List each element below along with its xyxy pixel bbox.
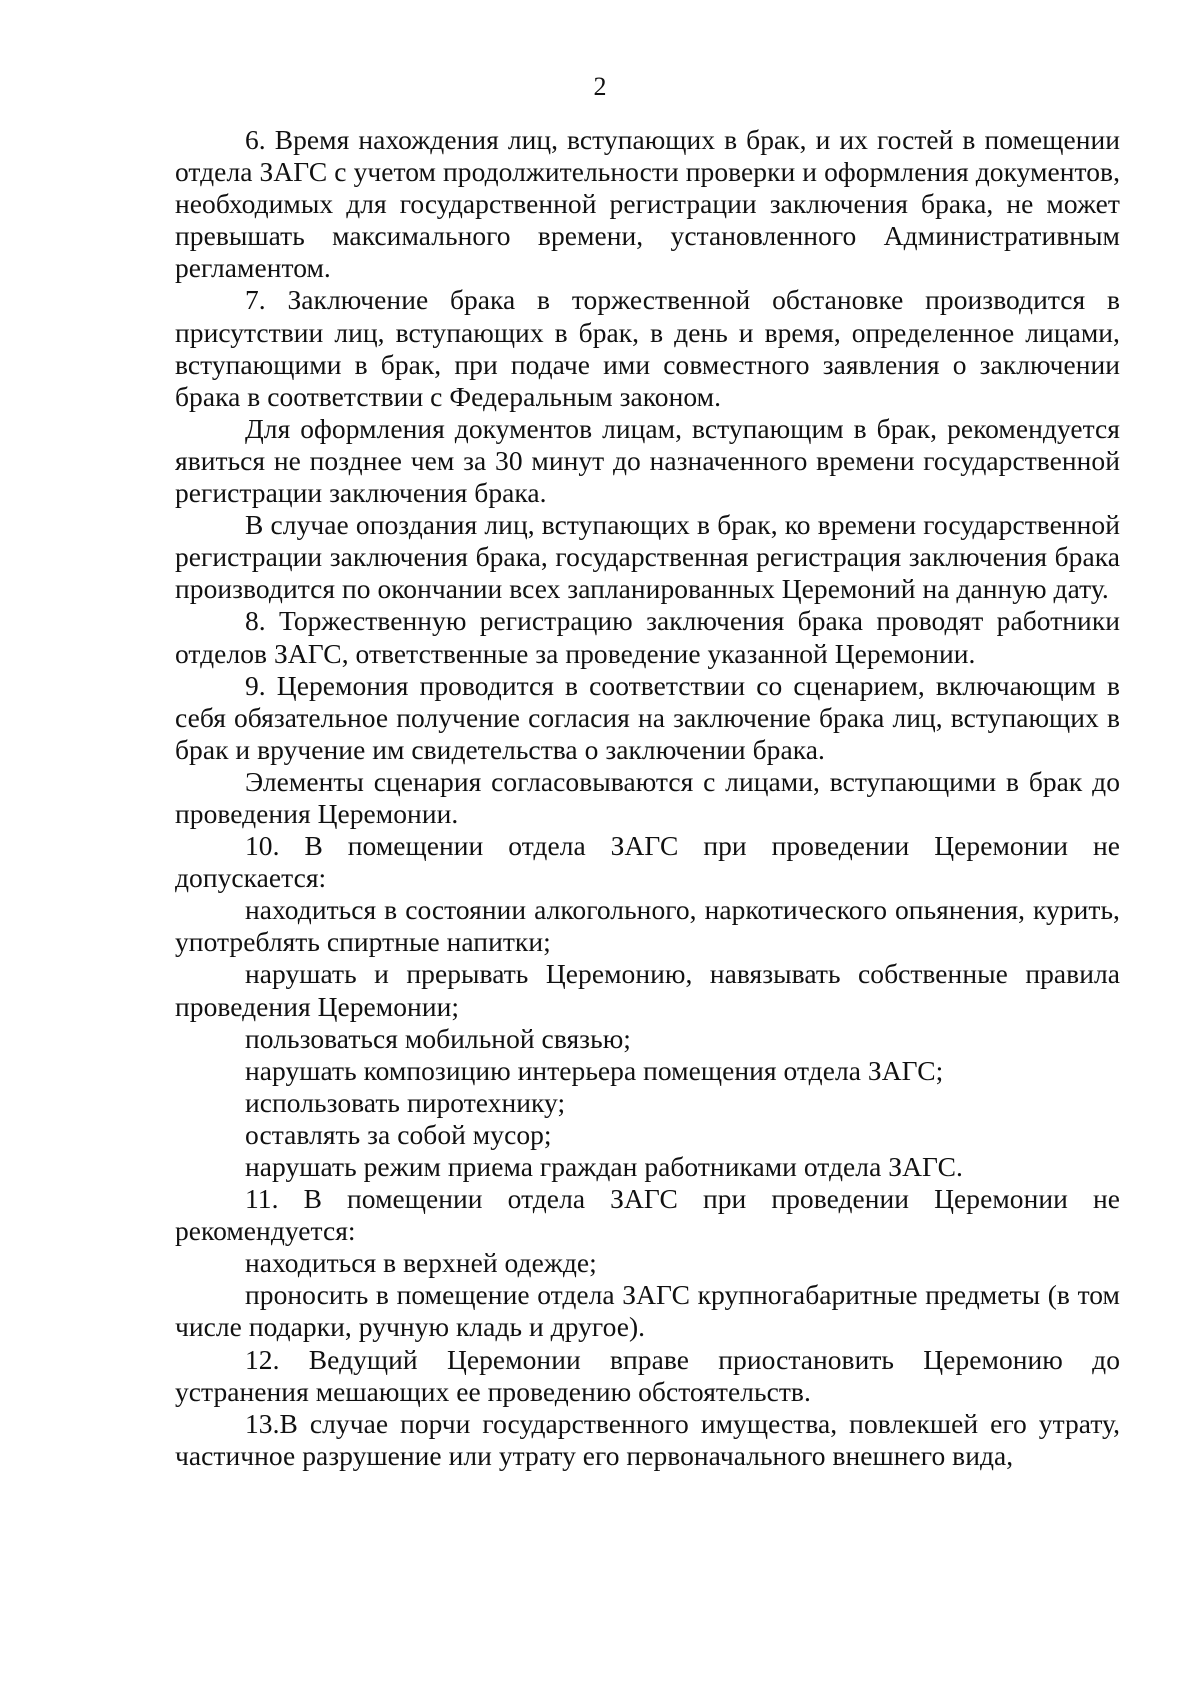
page-number: 2 xyxy=(593,72,607,101)
paragraph: 8. Торжественную регистрацию заключения брака проводят работники отделов ЗАГС, ответственные за проведение указанной Церемонии. xyxy=(175,605,1120,669)
document-body xyxy=(175,124,1120,1472)
paragraph: 11. В помещении отдела ЗАГС при проведении Церемонии не рекомендуется: xyxy=(175,1183,1120,1247)
paragraph: В случае опоздания лиц, вступающих в брак, ко времени государственной регистрации заключения брака, государственная регистрация заключения брака производится по окончании всех запланированных Церемоний на данную дату. xyxy=(175,509,1120,605)
paragraph: 13.В случае порчи государственного имущества, повлекшей его утрату, частичное разрушение или утрату его первоначального внешнего вида, xyxy=(175,1407,1120,1471)
paragraph: находиться в верхней одежде; xyxy=(245,1247,597,1279)
paragraph: оставлять за собой мусор; xyxy=(245,1118,552,1150)
paragraph: проносить в помещение отдела ЗАГС крупногабаритные предметы (в том числе подарки, ручную кладь и другое). xyxy=(175,1279,1120,1343)
paragraph: нарушать режим приема граждан работниками отдела ЗАГС. xyxy=(245,1151,963,1182)
paragraph: 12. Ведущий Церемонии вправе приостановить Церемонию до устранения мешающих ее проведению обстоятельств. xyxy=(175,1343,1120,1407)
paragraph: 6. Время нахождения лиц, вступающих в брак, и их гостей в помещении отдела ЗАГС с учетом продолжительности проверки и оформления документов, необходимых для государственной регистрации заключения брака, не может превышать максимального времени, установленного Административным регламентом. xyxy=(175,124,1120,284)
paragraph: использовать пиротехнику; xyxy=(245,1086,566,1118)
paragraph: Элементы сценария согласовываются с лицами, вступающими в брак до проведения Церемонии. xyxy=(175,765,1120,829)
paragraph: 10. В помещении отдела ЗАГС при проведении Церемонии не допускается: xyxy=(175,830,1120,894)
paragraph: 7. Заключение брака в торжественной обстановке производится в присутствии лиц, вступающих в брак, в день и время, определенное лицами, вступающими в брак, при подаче ими совместного заявления о заключении брака в соответствии с Федеральным законом. xyxy=(175,284,1120,412)
paragraph: пользоваться мобильной связью; xyxy=(245,1022,631,1054)
paragraph: Для оформления документов лицам, вступающим в брак, рекомендуется явиться не позднее чем за 30 минут до назначенного времени государственной регистрации заключения брака. xyxy=(175,412,1120,509)
paragraph: нарушать композицию интерьера помещения отдела ЗАГС; xyxy=(245,1054,944,1086)
paragraph: 9. Церемония проводится в соответствии со сценарием, включающим в себя обязательное получение согласия на заключение брака лиц, вступающих в брак и вручение им свидетельства о заключении брака. xyxy=(175,669,1120,765)
paragraph: находиться в состоянии алкогольного, наркотического опьянения, курить, употреблять спиртные напитки; xyxy=(175,894,1120,958)
paragraph: нарушать и прерывать Церемонию, навязывать собственные правила проведения Церемонии; xyxy=(175,958,1120,1022)
